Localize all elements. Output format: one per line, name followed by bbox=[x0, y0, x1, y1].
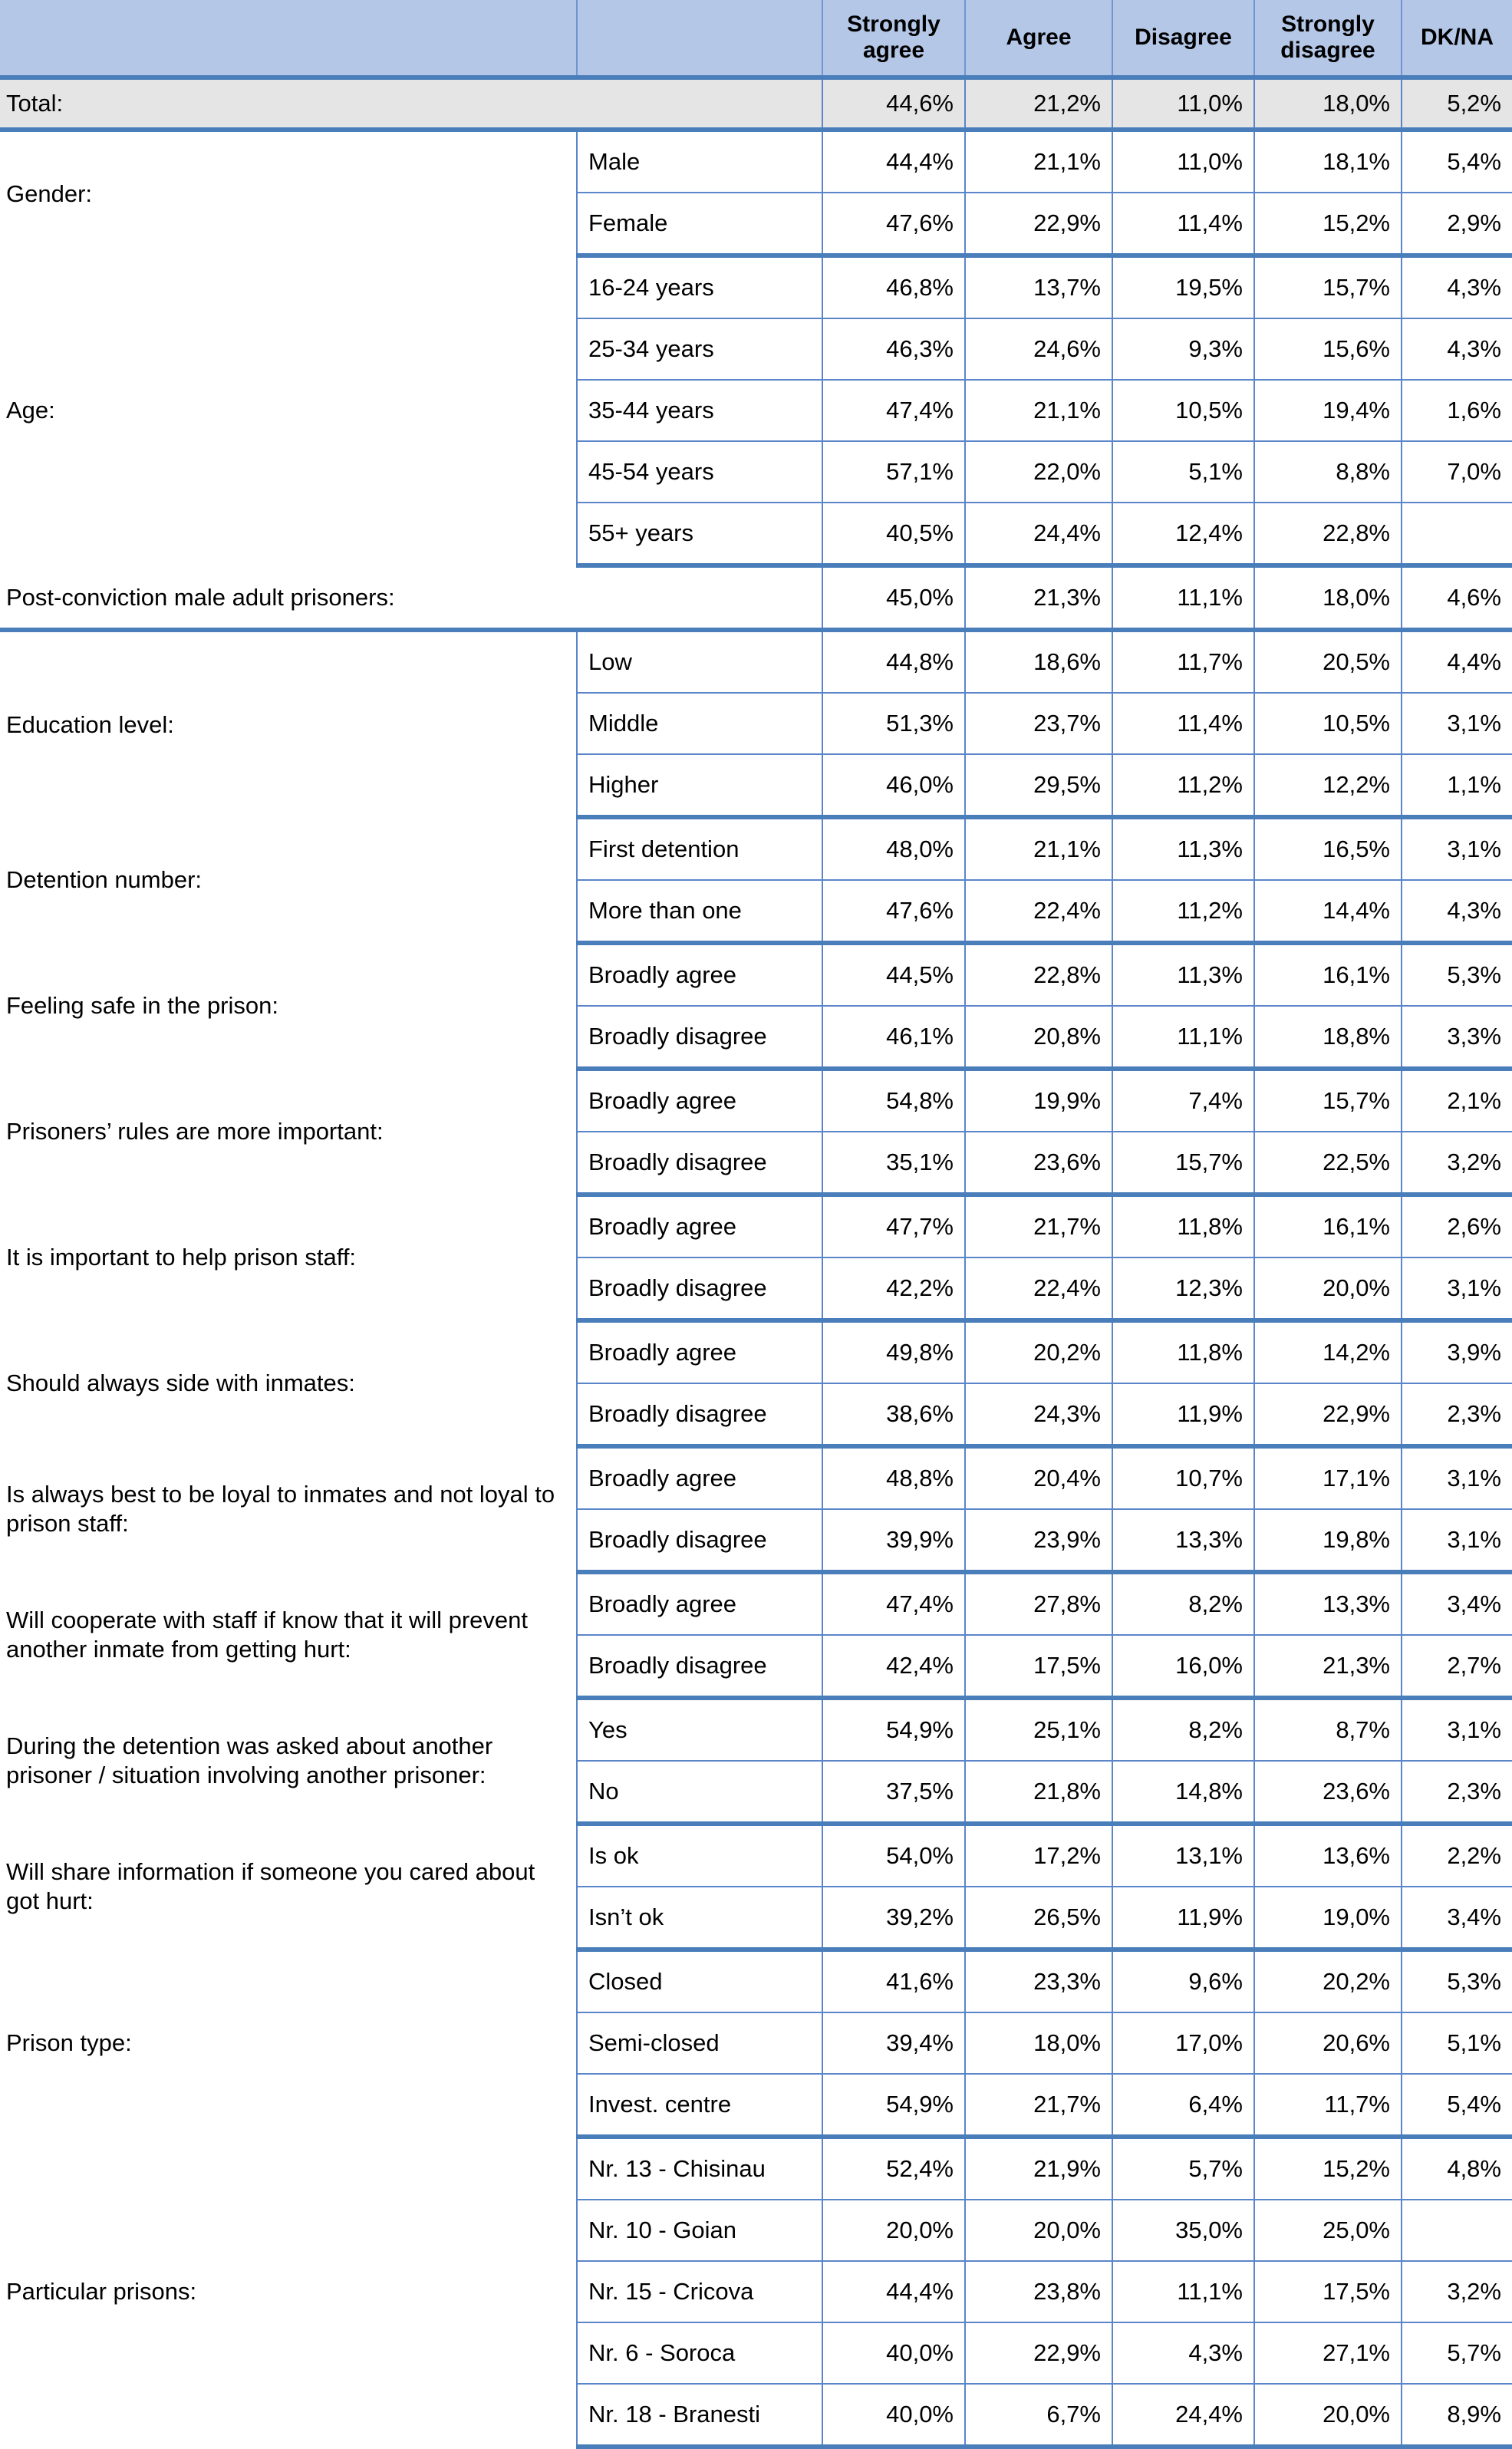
row-group-label: Will cooperate with staff if know that it will prevent another inmate from getting hurt: bbox=[0, 1572, 577, 1698]
cell-value: 23,6% bbox=[1254, 1761, 1402, 1824]
cell-value: 49,8% bbox=[822, 1320, 965, 1383]
cell-value: 46,0% bbox=[822, 754, 965, 817]
cell-value: 20,0% bbox=[965, 2200, 1112, 2261]
cell-value: 16,5% bbox=[1254, 817, 1402, 880]
cell-value: 17,5% bbox=[965, 1635, 1112, 1698]
cell-value: 21,9% bbox=[965, 2137, 1112, 2200]
cell-value: 16,1% bbox=[1254, 943, 1402, 1006]
cell-value: 11,3% bbox=[1112, 943, 1254, 1006]
cell-value: 45,0% bbox=[822, 565, 965, 630]
cell-value: 13,3% bbox=[1254, 1572, 1402, 1635]
cell-value: 11,1% bbox=[1112, 2261, 1254, 2322]
cell-value: 19,9% bbox=[965, 1069, 1112, 1132]
cell-value: 4,3% bbox=[1112, 2322, 1254, 2384]
row-sub-label: Broadly agree bbox=[577, 1069, 822, 1132]
row-sub-label: Broadly disagree bbox=[577, 1006, 822, 1069]
cell-total-dk-na: 5,2% bbox=[1402, 77, 1512, 130]
cell-value: 20,2% bbox=[965, 1320, 1112, 1383]
cell-value: 57,1% bbox=[822, 441, 965, 503]
cell-value: 18,6% bbox=[965, 630, 1112, 693]
cell-value: 20,2% bbox=[1254, 1950, 1402, 2012]
cell-value: 13,3% bbox=[1112, 1509, 1254, 1572]
cell-value: 12,4% bbox=[1112, 503, 1254, 565]
cell-value: 3,4% bbox=[1402, 1572, 1512, 1635]
cell-value: 5,3% bbox=[1402, 943, 1512, 1006]
cell-value: 42,2% bbox=[822, 1257, 965, 1320]
cell-value bbox=[1402, 2200, 1512, 2261]
row-group-label: Particular prisons: bbox=[0, 2137, 577, 2447]
row-sub-label: Nr. 18 - Branesti bbox=[577, 2384, 822, 2447]
table-row bbox=[0, 2137, 1512, 2200]
table-row bbox=[0, 1698, 1512, 1761]
table-row-total bbox=[0, 77, 1512, 130]
cell-value: 12,3% bbox=[1112, 1257, 1254, 1320]
row-sub-label: Broadly disagree bbox=[577, 1132, 822, 1195]
cell-value: 3,1% bbox=[1402, 693, 1512, 754]
cell-value: 38,6% bbox=[822, 1383, 965, 1446]
row-sub-label: Broadly agree bbox=[577, 1320, 822, 1383]
column-header-disagree: Disagree bbox=[1112, 0, 1254, 77]
cell-value: 21,1% bbox=[965, 130, 1112, 193]
cell-value: 11,8% bbox=[1112, 1195, 1254, 1257]
row-sub-label: Broadly agree bbox=[577, 943, 822, 1006]
row-sub-label: Broadly disagree bbox=[577, 1257, 822, 1320]
column-header-strongly-agree: Strongly agree bbox=[822, 0, 965, 77]
cell-value: 47,6% bbox=[822, 880, 965, 943]
cell-value: 3,1% bbox=[1402, 817, 1512, 880]
cell-value: 21,3% bbox=[965, 565, 1112, 630]
row-sub-label: Closed bbox=[577, 1950, 822, 2012]
row-group-label: Should always side with inmates: bbox=[0, 1320, 577, 1446]
cell-value: 21,3% bbox=[1254, 1635, 1402, 1698]
cell-value: 11,0% bbox=[1112, 130, 1254, 193]
cell-value: 44,8% bbox=[822, 630, 965, 693]
cell-value: 3,1% bbox=[1402, 1698, 1512, 1761]
cell-value bbox=[1402, 503, 1512, 565]
cell-value: 11,4% bbox=[1112, 693, 1254, 754]
cell-value: 27,8% bbox=[965, 1572, 1112, 1635]
cell-value: 27,1% bbox=[1254, 2322, 1402, 2384]
cell-value: 10,7% bbox=[1112, 1446, 1254, 1509]
cell-value: 6,7% bbox=[965, 2384, 1112, 2447]
cell-value: 15,7% bbox=[1254, 255, 1402, 318]
row-sub-label: Nr. 13 - Chisinau bbox=[577, 2137, 822, 2200]
table-row bbox=[0, 1069, 1512, 1132]
cell-value: 8,2% bbox=[1112, 1698, 1254, 1761]
cell-value: 8,9% bbox=[1402, 2384, 1512, 2447]
row-sub-label: More than one bbox=[577, 880, 822, 943]
row-group-label: Education level: bbox=[0, 630, 577, 817]
cell-value: 2,6% bbox=[1402, 1195, 1512, 1257]
cell-value: 8,7% bbox=[1254, 1698, 1402, 1761]
cell-value: 44,4% bbox=[822, 130, 965, 193]
cell-value: 20,8% bbox=[965, 1006, 1112, 1069]
row-group-label: Gender: bbox=[0, 130, 577, 255]
cell-total-agree: 21,2% bbox=[965, 77, 1112, 130]
cell-value: 39,2% bbox=[822, 1887, 965, 1950]
row-sub-label: Low bbox=[577, 630, 822, 693]
cell-value: 24,3% bbox=[965, 1383, 1112, 1446]
cell-value: 19,4% bbox=[1254, 380, 1402, 441]
cell-value: 47,6% bbox=[822, 193, 965, 255]
cell-value: 29,5% bbox=[965, 754, 1112, 817]
cell-value: 11,7% bbox=[1112, 630, 1254, 693]
cell-value: 54,8% bbox=[822, 1069, 965, 1132]
cell-value: 5,1% bbox=[1112, 441, 1254, 503]
cell-value: 22,9% bbox=[1254, 1383, 1402, 1446]
cell-value: 5,1% bbox=[1402, 2012, 1512, 2074]
cell-value: 22,8% bbox=[1254, 503, 1402, 565]
cell-value: 10,5% bbox=[1254, 693, 1402, 754]
cell-value: 21,8% bbox=[965, 1761, 1112, 1824]
row-sub-label: Female bbox=[577, 193, 822, 255]
cell-value: 17,2% bbox=[965, 1824, 1112, 1887]
cell-value: 4,3% bbox=[1402, 880, 1512, 943]
cell-value: 3,3% bbox=[1402, 1006, 1512, 1069]
row-sub-label: Broadly agree bbox=[577, 1195, 822, 1257]
cell-value: 3,2% bbox=[1402, 2261, 1512, 2322]
cell-value: 11,9% bbox=[1112, 1383, 1254, 1446]
cell-value: 5,4% bbox=[1402, 2074, 1512, 2137]
cell-value: 20,4% bbox=[965, 1446, 1112, 1509]
cell-value: 23,9% bbox=[965, 1509, 1112, 1572]
row-sub-label: 35-44 years bbox=[577, 380, 822, 441]
cell-value: 47,7% bbox=[822, 1195, 965, 1257]
row-sub-label: Broadly disagree bbox=[577, 1635, 822, 1698]
cell-value: 18,8% bbox=[1254, 1006, 1402, 1069]
table-row bbox=[0, 1320, 1512, 1383]
row-sub-label: Semi-closed bbox=[577, 2012, 822, 2074]
cell-value: 17,0% bbox=[1112, 2012, 1254, 2074]
cell-value: 22,5% bbox=[1254, 1132, 1402, 1195]
cell-value: 11,2% bbox=[1112, 880, 1254, 943]
table-header-row bbox=[0, 0, 1512, 77]
cell-value: 23,7% bbox=[965, 693, 1112, 754]
cell-value: 11,7% bbox=[1254, 2074, 1402, 2137]
cell-value: 22,4% bbox=[965, 880, 1112, 943]
cell-value: 19,8% bbox=[1254, 1509, 1402, 1572]
cell-total-strongly-agree: 44,6% bbox=[822, 77, 965, 130]
cell-value: 22,4% bbox=[965, 1257, 1112, 1320]
cell-value: 1,6% bbox=[1402, 380, 1512, 441]
row-sub-label: Is ok bbox=[577, 1824, 822, 1887]
cell-value: 8,8% bbox=[1254, 441, 1402, 503]
cell-value: 11,1% bbox=[1112, 565, 1254, 630]
cell-value: 23,3% bbox=[965, 1950, 1112, 2012]
cell-value: 24,6% bbox=[965, 318, 1112, 380]
cell-value: 20,0% bbox=[822, 2200, 965, 2261]
row-sub-label: Yes bbox=[577, 1698, 822, 1761]
cell-value: 15,6% bbox=[1254, 318, 1402, 380]
cell-value: 5,3% bbox=[1402, 1950, 1512, 2012]
row-sub-label: Broadly agree bbox=[577, 1572, 822, 1635]
table-row bbox=[0, 130, 1512, 193]
row-group-label: Age: bbox=[0, 255, 577, 565]
cell-value: 48,0% bbox=[822, 817, 965, 880]
row-sub-label: Isn’t ok bbox=[577, 1887, 822, 1950]
row-sub-label: 25-34 years bbox=[577, 318, 822, 380]
row-sub-label: No bbox=[577, 1761, 822, 1824]
cell-value: 22,9% bbox=[965, 193, 1112, 255]
cell-value: 35,0% bbox=[1112, 2200, 1254, 2261]
cell-value: 15,2% bbox=[1254, 193, 1402, 255]
cell-value: 25,1% bbox=[965, 1698, 1112, 1761]
cell-value: 22,8% bbox=[965, 943, 1112, 1006]
cell-total-strongly-disagree: 18,0% bbox=[1254, 77, 1402, 130]
cell-value: 21,7% bbox=[965, 2074, 1112, 2137]
cell-value: 23,8% bbox=[965, 2261, 1112, 2322]
row-sub-label: Nr. 15 - Cricova bbox=[577, 2261, 822, 2322]
row-sub-label: Broadly disagree bbox=[577, 1509, 822, 1572]
column-header-strongly-disagree: Strongly disagree bbox=[1254, 0, 1402, 77]
row-sub-label: Nr. 6 - Soroca bbox=[577, 2322, 822, 2384]
cell-value: 3,1% bbox=[1402, 1446, 1512, 1509]
table-row bbox=[0, 1950, 1512, 2012]
cell-value: 44,5% bbox=[822, 943, 965, 1006]
cell-value: 14,2% bbox=[1254, 1320, 1402, 1383]
row-sub-label: 45-54 years bbox=[577, 441, 822, 503]
cell-value: 15,7% bbox=[1254, 1069, 1402, 1132]
cell-value: 15,7% bbox=[1112, 1132, 1254, 1195]
table-row bbox=[0, 1446, 1512, 1509]
cell-value: 16,0% bbox=[1112, 1635, 1254, 1698]
table-row bbox=[0, 255, 1512, 318]
cell-value: 2,9% bbox=[1402, 193, 1512, 255]
row-group-label: Prison type: bbox=[0, 1950, 577, 2137]
cell-value: 40,0% bbox=[822, 2322, 965, 2384]
cell-value: 42,4% bbox=[822, 1635, 965, 1698]
row-sub-label: 55+ years bbox=[577, 503, 822, 565]
cell-value: 18,0% bbox=[965, 2012, 1112, 2074]
cell-value: 24,4% bbox=[1112, 2384, 1254, 2447]
cell-value: 21,7% bbox=[965, 1195, 1112, 1257]
cell-value: 24,4% bbox=[965, 503, 1112, 565]
table-row bbox=[0, 817, 1512, 880]
cell-value: 18,1% bbox=[1254, 130, 1402, 193]
cell-value: 40,5% bbox=[822, 503, 965, 565]
cell-value: 11,3% bbox=[1112, 817, 1254, 880]
row-group-label: It is important to help prison staff: bbox=[0, 1195, 577, 1320]
cell-value: 14,8% bbox=[1112, 1761, 1254, 1824]
row-sub-label: Broadly disagree bbox=[577, 1383, 822, 1446]
cell-value: 52,4% bbox=[822, 2137, 965, 2200]
cell-value: 20,0% bbox=[1254, 1257, 1402, 1320]
cell-value: 26,5% bbox=[965, 1887, 1112, 1950]
cell-value: 14,4% bbox=[1254, 880, 1402, 943]
cell-value: 46,8% bbox=[822, 255, 965, 318]
cell-value: 17,1% bbox=[1254, 1446, 1402, 1509]
row-sub-label: Nr. 10 - Goian bbox=[577, 2200, 822, 2261]
row-group-label: Is always best to be loyal to inmates and not loyal to prison staff: bbox=[0, 1446, 577, 1572]
cell-value: 9,6% bbox=[1112, 1950, 1254, 2012]
cell-value: 20,5% bbox=[1254, 630, 1402, 693]
row-sub-label: First detention bbox=[577, 817, 822, 880]
cell-value: 39,9% bbox=[822, 1509, 965, 1572]
cell-value: 20,6% bbox=[1254, 2012, 1402, 2074]
table-row bbox=[0, 1824, 1512, 1887]
row-group-label: Post-conviction male adult prisoners: bbox=[0, 565, 822, 630]
cell-value: 5,7% bbox=[1112, 2137, 1254, 2200]
row-group-label: Will share information if someone you cared about got hurt: bbox=[0, 1824, 577, 1950]
column-header-agree: Agree bbox=[965, 0, 1112, 77]
cell-value: 11,9% bbox=[1112, 1887, 1254, 1950]
cell-value: 51,3% bbox=[822, 693, 965, 754]
cell-value: 46,3% bbox=[822, 318, 965, 380]
row-group-label: Prisoners’ rules are more important: bbox=[0, 1069, 577, 1195]
table-row bbox=[0, 565, 1512, 630]
cell-value: 4,4% bbox=[1402, 630, 1512, 693]
cell-value: 44,4% bbox=[822, 2261, 965, 2322]
cell-value: 2,7% bbox=[1402, 1635, 1512, 1698]
cell-value: 2,3% bbox=[1402, 1761, 1512, 1824]
row-sub-label: Broadly agree bbox=[577, 1446, 822, 1509]
cell-value: 54,9% bbox=[822, 1698, 965, 1761]
cell-value: 5,4% bbox=[1402, 130, 1512, 193]
cell-value: 11,1% bbox=[1112, 1006, 1254, 1069]
cell-value: 21,1% bbox=[965, 380, 1112, 441]
row-sub-label: Male bbox=[577, 130, 822, 193]
cell-value: 9,3% bbox=[1112, 318, 1254, 380]
cell-value: 4,3% bbox=[1402, 318, 1512, 380]
cell-value: 1,1% bbox=[1402, 754, 1512, 817]
cell-value: 54,0% bbox=[822, 1824, 965, 1887]
cell-value: 7,4% bbox=[1112, 1069, 1254, 1132]
cell-value: 39,4% bbox=[822, 2012, 965, 2074]
cell-value: 19,5% bbox=[1112, 255, 1254, 318]
cell-value: 3,1% bbox=[1402, 1257, 1512, 1320]
row-sub-label: 16-24 years bbox=[577, 255, 822, 318]
cell-value: 8,2% bbox=[1112, 1572, 1254, 1635]
cell-value: 18,0% bbox=[1254, 565, 1402, 630]
cell-value: 25,0% bbox=[1254, 2200, 1402, 2261]
cell-value: 5,7% bbox=[1402, 2322, 1512, 2384]
cell-value: 13,1% bbox=[1112, 1824, 1254, 1887]
row-sub-label: Invest. centre bbox=[577, 2074, 822, 2137]
cell-value: 12,2% bbox=[1254, 754, 1402, 817]
cell-value: 3,9% bbox=[1402, 1320, 1512, 1383]
cell-value: 22,9% bbox=[965, 2322, 1112, 2384]
cell-value: 6,4% bbox=[1112, 2074, 1254, 2137]
column-header-dk-na: DK/NA bbox=[1402, 0, 1512, 77]
table-row bbox=[0, 630, 1512, 693]
table-row bbox=[0, 1572, 1512, 1635]
row-group-label: Feeling safe in the prison: bbox=[0, 943, 577, 1069]
cell-value: 3,4% bbox=[1402, 1887, 1512, 1950]
cell-value: 7,0% bbox=[1402, 441, 1512, 503]
cell-value: 11,4% bbox=[1112, 193, 1254, 255]
cell-value: 2,3% bbox=[1402, 1383, 1512, 1446]
row-sub-label: Higher bbox=[577, 754, 822, 817]
cell-value: 10,5% bbox=[1112, 380, 1254, 441]
row-label-total: Total: bbox=[0, 77, 822, 130]
cell-value: 2,1% bbox=[1402, 1069, 1512, 1132]
cell-value: 17,5% bbox=[1254, 2261, 1402, 2322]
cell-value: 4,8% bbox=[1402, 2137, 1512, 2200]
cell-value: 47,4% bbox=[822, 1572, 965, 1635]
cell-value: 20,0% bbox=[1254, 2384, 1402, 2447]
cell-value: 13,7% bbox=[965, 255, 1112, 318]
cell-value: 37,5% bbox=[822, 1761, 965, 1824]
cell-value: 35,1% bbox=[822, 1132, 965, 1195]
header-blank-sublabel bbox=[577, 0, 822, 77]
row-sub-label: Middle bbox=[577, 693, 822, 754]
cell-value: 47,4% bbox=[822, 380, 965, 441]
cell-value: 11,2% bbox=[1112, 754, 1254, 817]
row-group-label: During the detention was asked about another prisoner / situation involving another prisoner: bbox=[0, 1698, 577, 1824]
row-group-label: Detention number: bbox=[0, 817, 577, 943]
cell-value: 3,2% bbox=[1402, 1132, 1512, 1195]
cell-value: 4,6% bbox=[1402, 565, 1512, 630]
table-row bbox=[0, 943, 1512, 1006]
cell-value: 3,1% bbox=[1402, 1509, 1512, 1572]
cell-value: 23,6% bbox=[965, 1132, 1112, 1195]
cell-value: 40,0% bbox=[822, 2384, 965, 2447]
cell-value: 46,1% bbox=[822, 1006, 965, 1069]
cell-value: 21,1% bbox=[965, 817, 1112, 880]
header-blank-label bbox=[0, 0, 577, 77]
table-row bbox=[0, 1195, 1512, 1257]
cell-value: 48,8% bbox=[822, 1446, 965, 1509]
cell-value: 11,8% bbox=[1112, 1320, 1254, 1383]
cell-value: 13,6% bbox=[1254, 1824, 1402, 1887]
cell-value: 15,2% bbox=[1254, 2137, 1402, 2200]
cell-value: 4,3% bbox=[1402, 255, 1512, 318]
cell-value: 16,1% bbox=[1254, 1195, 1402, 1257]
cell-value: 19,0% bbox=[1254, 1887, 1402, 1950]
cell-value: 41,6% bbox=[822, 1950, 965, 2012]
cell-value: 54,9% bbox=[822, 2074, 965, 2137]
cell-value: 2,2% bbox=[1402, 1824, 1512, 1887]
cell-value: 22,0% bbox=[965, 441, 1112, 503]
cell-total-disagree: 11,0% bbox=[1112, 77, 1254, 130]
